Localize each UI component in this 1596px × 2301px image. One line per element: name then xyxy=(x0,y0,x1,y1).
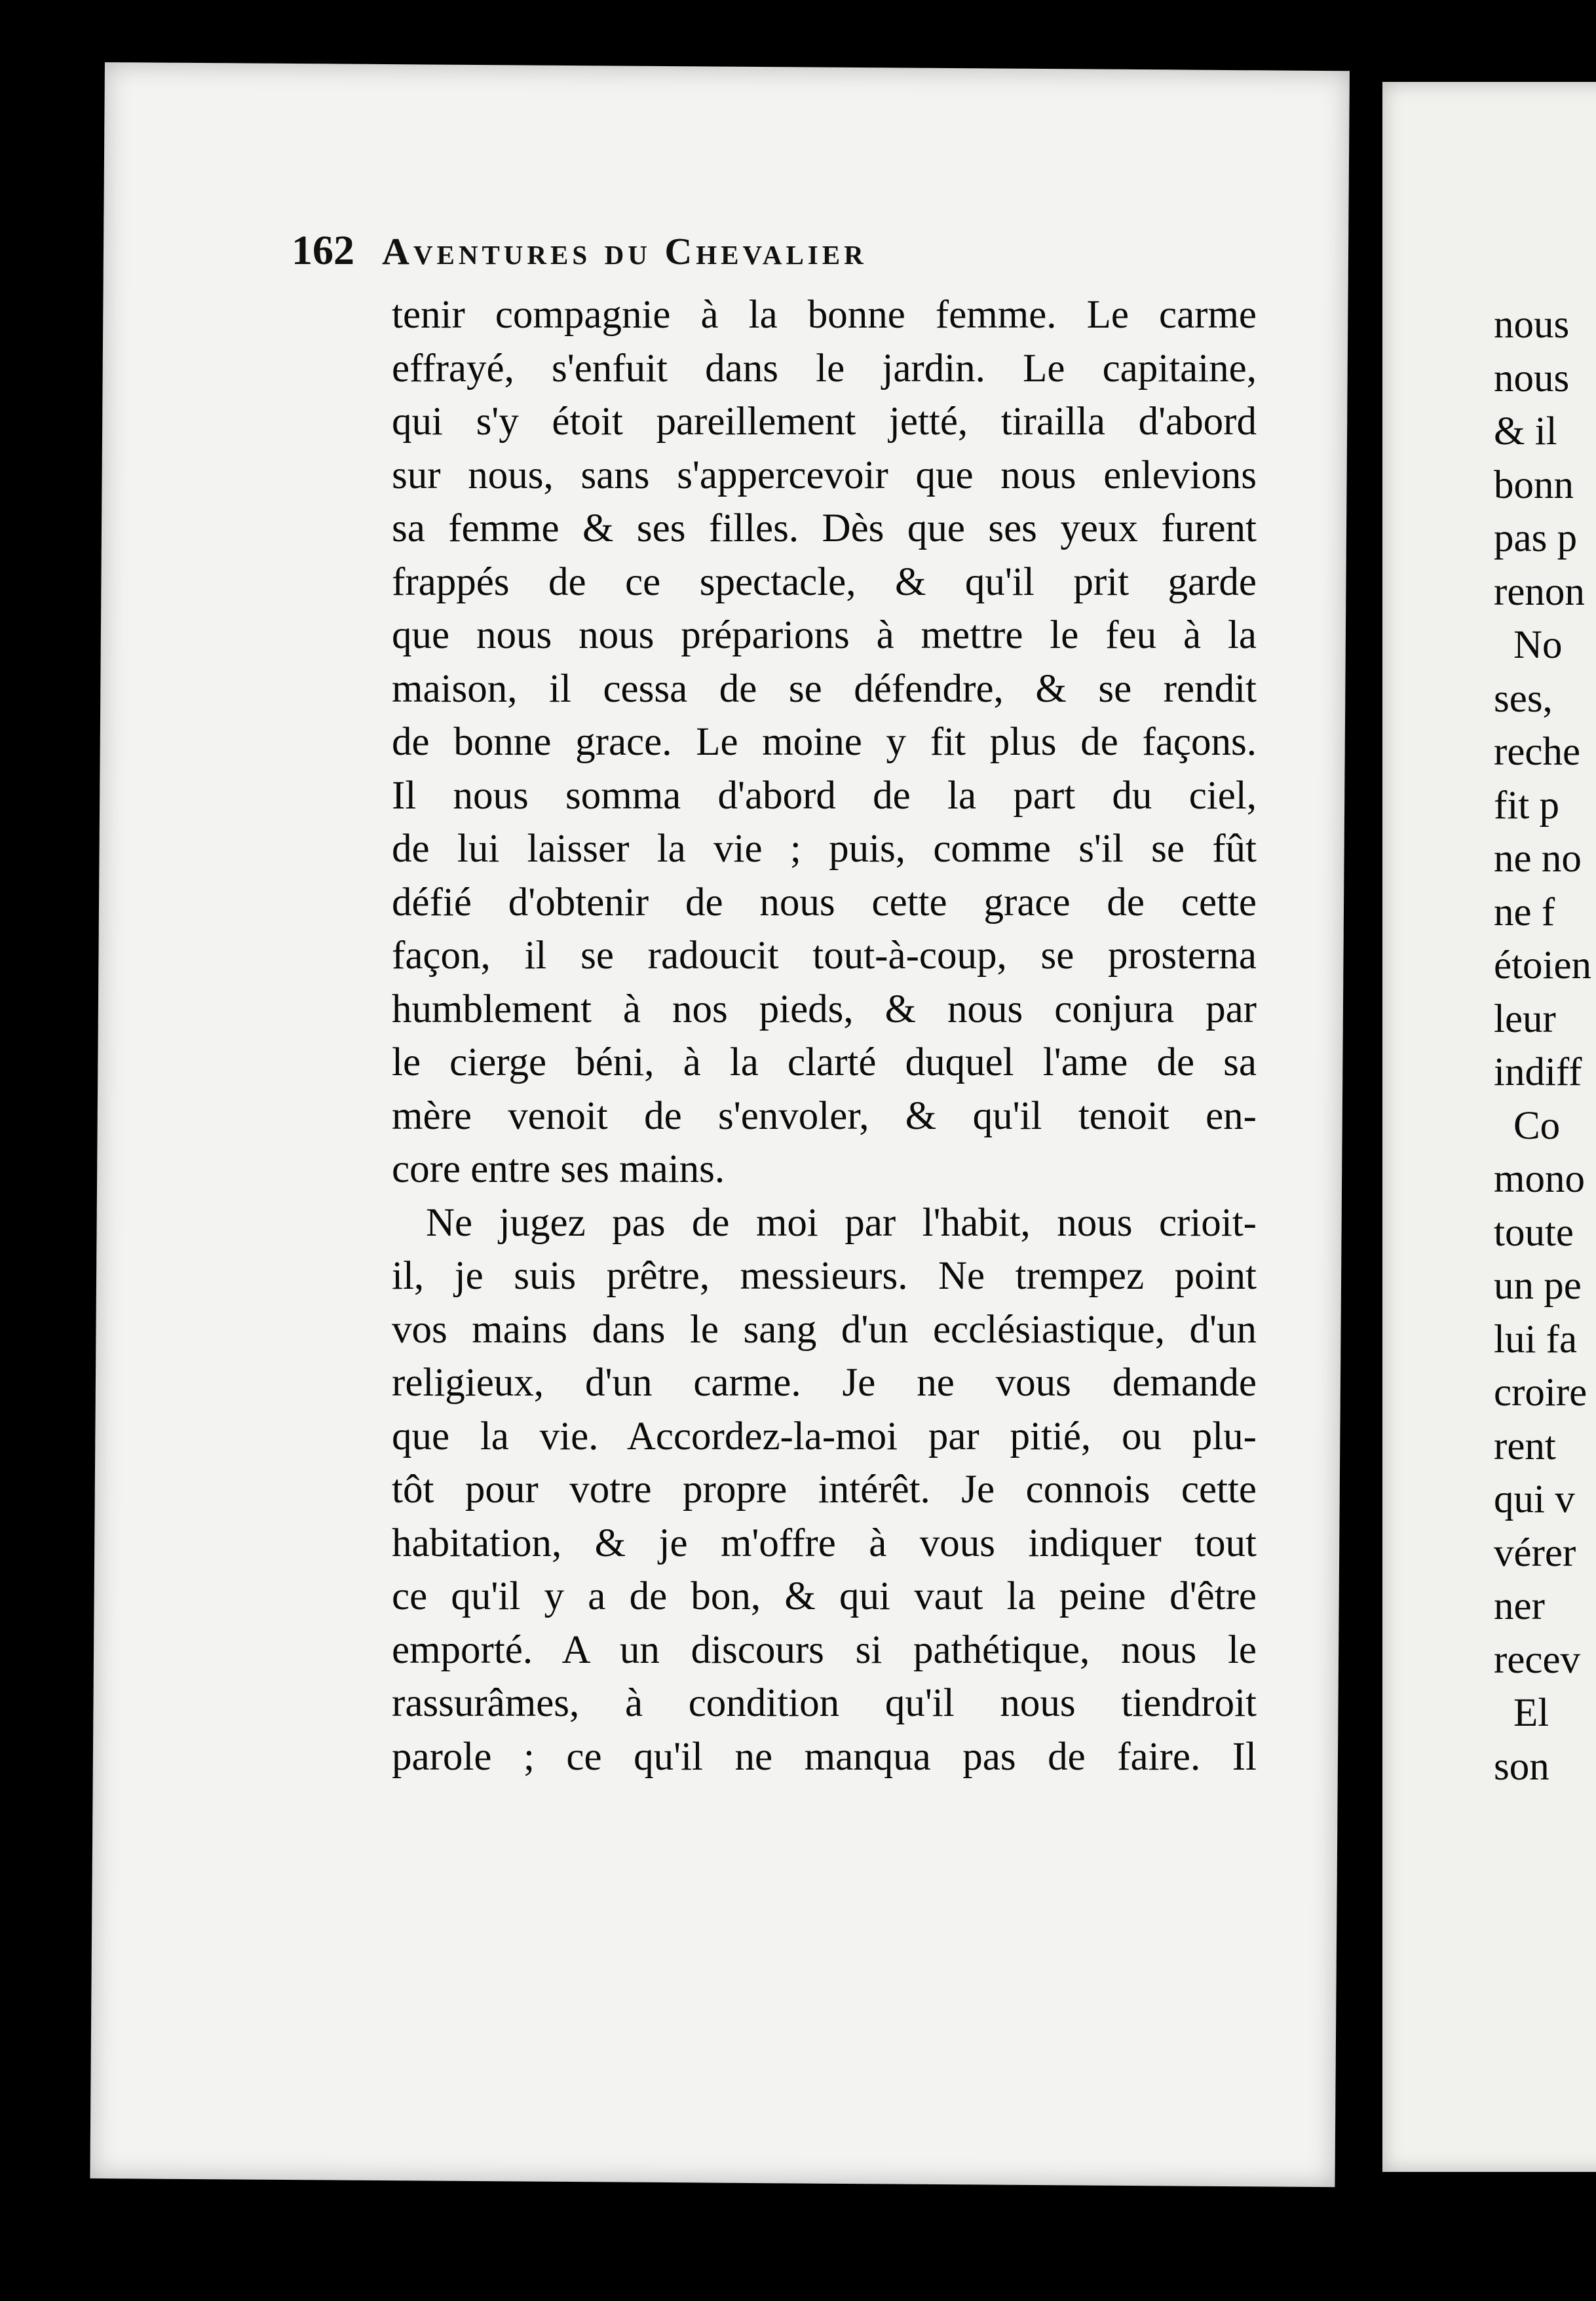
right-text-line: ne no xyxy=(1494,837,1582,881)
right-text-line: toute xyxy=(1494,1210,1574,1255)
page-header xyxy=(292,226,1261,275)
right-text-line: bonn xyxy=(1494,463,1574,507)
right-text-line: son xyxy=(1494,1744,1549,1789)
text-line: mère venoit de s'envoler, & qu'il tenoit en- xyxy=(392,1093,1257,1138)
text-line: core entre ses mains. xyxy=(392,1147,725,1191)
text-line: habitation, & je m'offre à vous indiquer tout xyxy=(392,1521,1257,1565)
text-line: vos mains dans le sang d'un ecclésiastique, d'un xyxy=(392,1307,1257,1352)
right-text-line: renon xyxy=(1494,569,1585,614)
right-text-line: étoien xyxy=(1494,943,1592,987)
body-text xyxy=(392,288,1257,1783)
text-line: parole ; ce qu'il ne manqua pas de faire. Il xyxy=(392,1734,1257,1779)
text-line: tenir compagnie à la bonne femme. Le carme xyxy=(392,293,1257,337)
right-text-line: ne f xyxy=(1494,890,1555,934)
text-line: religieux, d'un carme. Je ne vous demande xyxy=(392,1361,1257,1405)
text-line: effrayé, s'enfuit dans le jardin. Le capitaine, xyxy=(392,346,1257,390)
text-line: que nous nous préparions à mettre le feu à la xyxy=(392,613,1257,657)
right-text-line: reche xyxy=(1494,730,1581,774)
right-page-text xyxy=(1494,298,1596,1793)
text-line: ce qu'il y a de bon, & qui vaut la peine d'être xyxy=(392,1574,1257,1618)
text-line: sa femme & ses filles. Dès que ses yeux furent xyxy=(392,506,1257,550)
right-text-line: El xyxy=(1513,1691,1549,1735)
text-line: Ne jugez pas de moi par l'habit, nous crioit- xyxy=(426,1200,1257,1245)
right-text-line: No xyxy=(1513,623,1563,667)
text-line: rassurâmes, à condition qu'il nous tiendroit xyxy=(392,1681,1257,1725)
running-head: Aventures du Chevalier xyxy=(382,230,867,273)
text-line: sur nous, sans s'appercevoir que nous enlevions xyxy=(392,453,1257,497)
right-text-line: pas p xyxy=(1494,516,1578,560)
text-line: il, je suis prêtre, messieurs. Ne trempez point xyxy=(392,1254,1257,1298)
right-text-line: un pe xyxy=(1494,1264,1582,1308)
text-line: façon, il se radoucit tout-à-coup, se prosterna xyxy=(392,934,1257,978)
right-text-line: fit p xyxy=(1494,783,1559,827)
text-line: humblement à nos pieds, & nous conjura par xyxy=(392,987,1257,1031)
text-line: le cierge béni, à la clarté duquel l'ame de sa xyxy=(392,1040,1257,1084)
text-line: que la vie. Accordez-la-moi par pitié, ou plu- xyxy=(392,1414,1257,1458)
right-text-line: ses, xyxy=(1494,676,1553,721)
text-line: de bonne grace. Le moine y fit plus de façons. xyxy=(392,720,1257,764)
text-line: tôt pour votre propre intérêt. Je connois cette xyxy=(392,1468,1257,1512)
right-text-line: Co xyxy=(1513,1103,1561,1148)
text-line: défié d'obtenir de nous cette grace de cette xyxy=(392,880,1257,924)
page-number: 162 xyxy=(292,227,354,273)
right-text-line: indiff xyxy=(1494,1050,1582,1094)
paragraph-2 xyxy=(392,1196,1257,1784)
right-text-line: mono xyxy=(1494,1157,1585,1201)
right-text-line: recev xyxy=(1494,1637,1581,1682)
right-text-line: leur xyxy=(1494,997,1556,1041)
paragraph-1 xyxy=(392,288,1257,1196)
text-line: Il nous somma d'abord de la part du ciel, xyxy=(392,773,1257,818)
text-line: emporté. A un discours si pathétique, nous le xyxy=(392,1627,1257,1672)
right-text-line: nous xyxy=(1494,303,1570,347)
right-text-line: ner xyxy=(1494,1584,1545,1628)
text-line: frappés de ce spectacle, & qu'il prit garde xyxy=(392,560,1257,604)
text-line: qui s'y étoit pareillement jetté, tirailla d'abord xyxy=(392,400,1257,444)
text-line: de lui laisser la vie ; puis, comme s'il se fût xyxy=(392,827,1257,871)
right-text-line: croire xyxy=(1494,1371,1587,1415)
right-text-line: rent xyxy=(1494,1424,1556,1468)
right-text-line: & il xyxy=(1494,409,1557,453)
right-text-line: nous xyxy=(1494,356,1570,400)
right-text-line: lui fa xyxy=(1494,1317,1578,1361)
text-line: maison, il cessa de se défendre, & se rendit xyxy=(392,666,1257,711)
right-text-line: vérer xyxy=(1494,1531,1576,1575)
right-text-line: qui v xyxy=(1494,1477,1575,1521)
